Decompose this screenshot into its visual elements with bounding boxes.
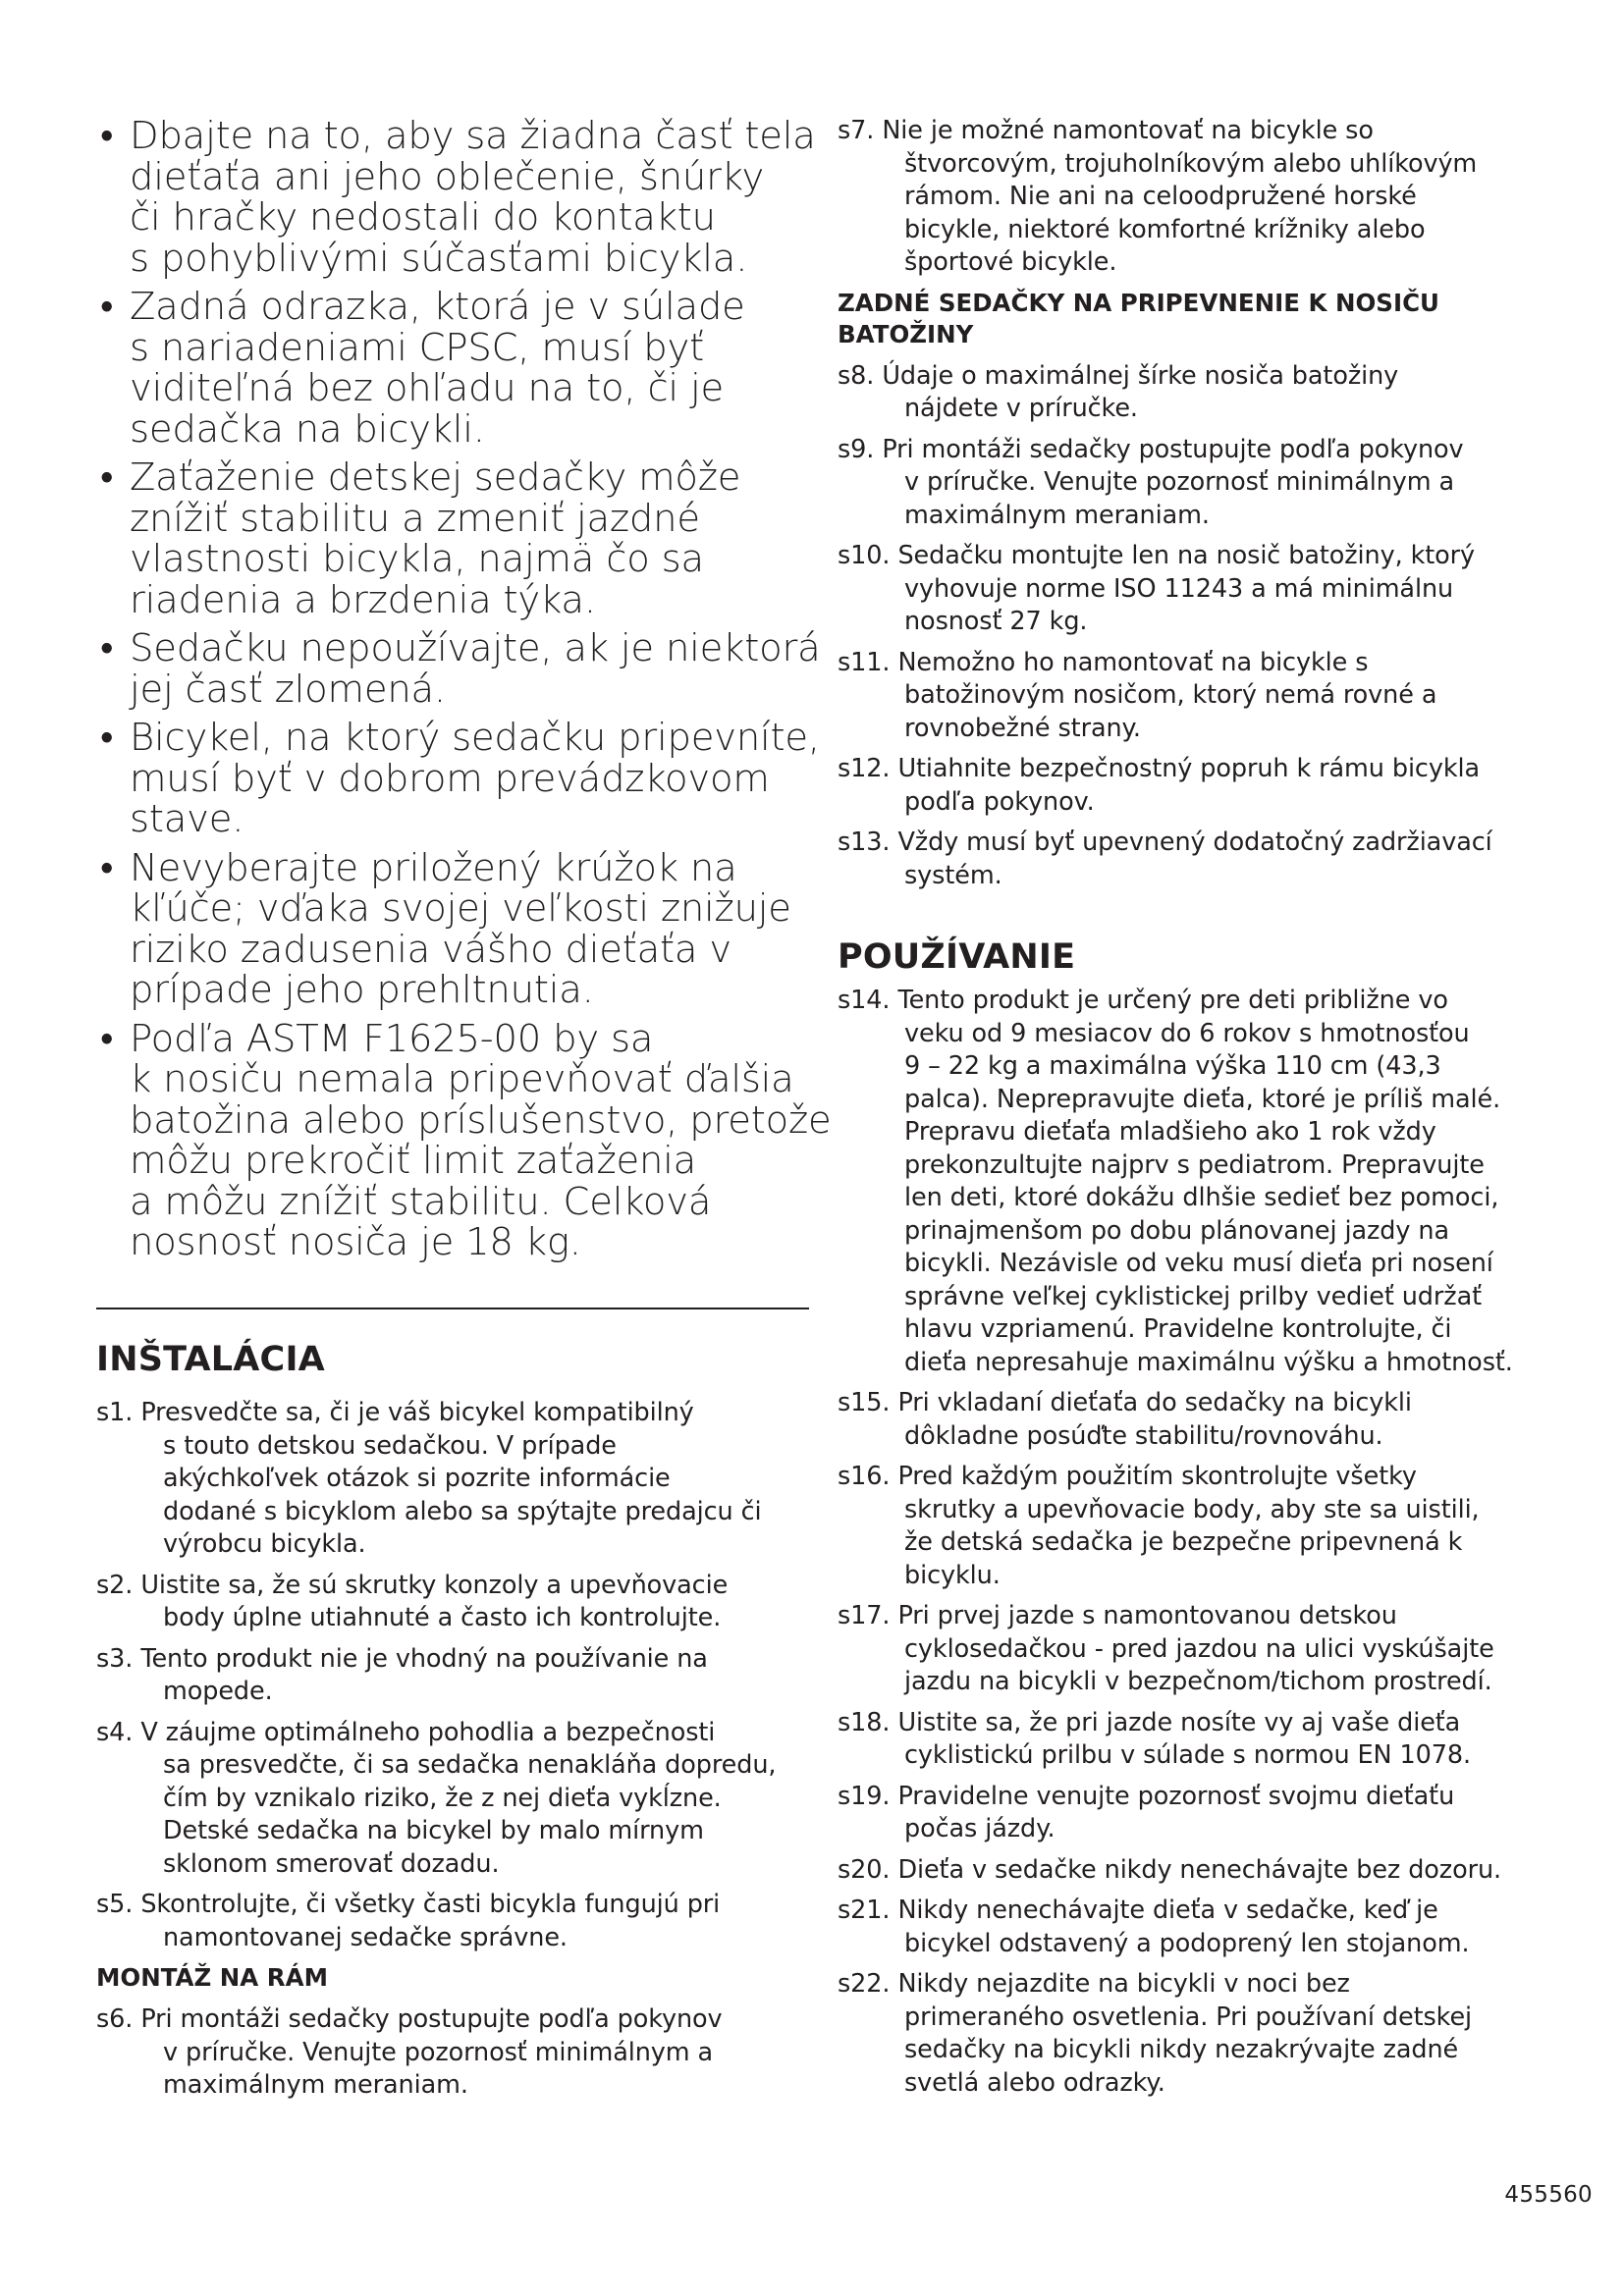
bullet-item: • Zadná odrazka, ktorá je v súlade s nariadeniami CPSC, musí byť viditeľná bez ohľadu na to, či je sedačka na bicykli.: [100, 285, 745, 452]
instruction-item-s22: s22. Nikdy nejazdite na bicykli v noci bez primeraného osvetlenia. Pri používaní detskej sedačky na bicykli nikdy nezakrývajte zadné svetlá alebo odrazky.: [838, 1969, 1473, 2098]
instruction-item-s9: s9. Pri montáži sedačky postupujte podľa pokynov v príručke. Venujte pozornosť minimálnym a maximálnym meraniam.: [838, 434, 1464, 530]
instruction-item-s10: s10. Sedačku montujte len na nosič batožiny, ktorý vyhovuje norme ISO 11243 a má minimálnu nosnosť 27 kg.: [838, 541, 1476, 636]
bullet-dot-icon: •: [100, 626, 114, 670]
pouzivanie-section: [838, 937, 1544, 2108]
instruction-item-s14: s14. Tento produkt je určený pre deti približne vo veku od 9 mesiacov do 6 rokov s hmotnosťou 9 – 22 kg a maximálna výška 110 cm (43,3 palca). Neprepravujte dieťa, ktoré je príliš malé. Prepravu dieťaťa mladšieho ako 1 rok vždy prekonzultujte najprv s pediatrom. Prepravujte len deti, ktoré dokážu dlhšie sedieť bez pomoci, prinajmenšom po dobu plánovanej jazdy na bicykli. Nezávisle od veku musí dieťa pri nosení správne veľkej cyklistickej prilby vedieť udržať hlavu vzpriamenú. Pravidelne kontrolujte, či dieťa nepresahuje maximálnu výšku a hmotnosť.: [838, 986, 1513, 1377]
bullet-item: • Dbajte na to, aby sa žiadna časť tela dieťaťa ani jeho oblečenie, šnúrky či hračky nedostali do kontaktu s pohyblivými súčasťami bicykla.: [100, 114, 816, 281]
instruction-item-s7: s7. Nie je možné namontovať na bicykle so štvorcovým, trojuholníkovým alebo uhlíkovým rámom. Nie ani na celoodpružené horské bicykle, niektoré komfortné krížniky alebo športové bicykle.: [838, 116, 1478, 277]
bullet-item: • Bicykel, na ktorý sedačku pripevníte, musí byť v dobrom prevádzkovom stave.: [100, 716, 820, 841]
bullet-dot-icon: •: [100, 1016, 114, 1061]
instruction-item-s6: s6. Pri montáži sedačky postupujte podľa pokynov v príručke. Venujte pozornosť minimálnym a maximálnym meraniam.: [96, 2004, 723, 2100]
instruction-item-s16: s16. Pred každým použitím skontrolujte všetky skrutky a upevňovacie body, aby ste sa uistili, že detská sedačka je bezpečne pripevnená k bicyklu.: [838, 1462, 1480, 1590]
instruction-item-s17: s17. Pri prvej jazde s namontovanou detskou cyklosedačkou - pred jazdou na ulici vyskúšajte jazdu na bicykli v bezpečnom/tichom prostredí.: [838, 1601, 1494, 1696]
rack-section: [838, 115, 1544, 900]
bullet-item: • Sedačku nepoužívajte, ak je niektorá jej časť zlomená.: [100, 626, 821, 712]
bullet-dot-icon: •: [100, 845, 114, 890]
instruction-item-s8: s8. Údaje o maximálnej šírke nosiča batožiny nájdete v príručke.: [838, 360, 1399, 423]
instruction-item-s21: s21. Nikdy nenechávajte dieťa v sedačke, keď je bicykel odstavený a podoprený len stojanom.: [838, 1896, 1470, 1958]
instruction-item-s13: s13. Vždy musí byť upevnený dodatočný zadržiavací systém.: [838, 828, 1492, 890]
instruction-item-s18: s18. Uistite sa, že pri jazde nosíte vy aj vaše dieťa cyklistickú prilbu v súlade s normou EN 1078.: [838, 1707, 1472, 1770]
section-divider: [96, 1308, 809, 1309]
bullet-dot-icon: •: [100, 455, 114, 500]
instruction-item-s1: s1. Presvedčte sa, či je váš bicykel kompatibilný s touto detskou sedačkou. V prípade akýchkoľvek otázok si pozrite informácie dodané s bicyklom alebo sa spýtajte predajcu či výrobcu bicykla.: [96, 1398, 762, 1559]
instruction-item-s15: s15. Pri vkladaní dieťaťa do sedačky na bicykli dôkladne posúďte stabilitu/rovnováhu.: [838, 1388, 1412, 1451]
instruction-item-s19: s19. Pravidelne venujte pozornosť svojmu dieťaťu počas jázdy.: [838, 1781, 1455, 1843]
instruction-item-s4: s4. V záujme optimálneho pohodlia a bezpečnosti sa presvedčte, či sa sedačka nenakláňa dopredu, čím by vznikalo riziko, že z nej dieťa vykĺzne. Detské sedačka na bicykel by malo mírnym sklonom smerovať dozadu.: [96, 1717, 777, 1879]
rack-seats-heading: ZADNÉ SEDAČKY NA PRIPEVNENIE K NOSIČU BATOŽINY: [838, 288, 1439, 348]
instruction-item-s20: s20. Dieťa v sedačke nikdy nenechávajte bez dozoru.: [838, 1854, 1502, 1885]
instruction-item-s5: s5. Skontrolujte, či všetky časti bicykla fungujú pri namontovanej sedačke správne.: [96, 1890, 721, 1952]
pouzivanie-heading: POUŽÍVANIE: [838, 937, 1076, 977]
instruction-item-s3: s3. Tento produkt nie je vhodný na používanie na mopede.: [96, 1643, 708, 1706]
bullet-dot-icon: •: [100, 114, 114, 158]
page-number: 455560: [1504, 2182, 1593, 2208]
instalacia-section: [96, 1340, 813, 2110]
instruction-item-s12: s12. Utiahnite bezpečnostný popruh k rámu bicykla podľa pokynov.: [838, 754, 1481, 817]
instalacia-heading: INŠTALÁCIA: [96, 1340, 325, 1379]
bullet-item: • Nevyberajte priložený krúžok na kľúče; vďaka svojej veľkosti znižuje riziko zadusenia vášho dieťaťa v prípade jeho prehltnutia.: [100, 845, 791, 1012]
instruction-item-s2: s2. Uistite sa, že sú skrutky konzoly a upevňovacie body úplne utiahnuté a často ich kontrolujte.: [96, 1570, 729, 1632]
safety-bullet-list: [96, 114, 832, 1271]
bullet-dot-icon: •: [100, 285, 114, 329]
bullet-item: • Zaťaženie detskej sedačky môže znížiť stabilitu a zmeniť jazdné vlastnosti bicykla, najmä čo sa riadenia a brzdenia týka.: [100, 455, 741, 622]
instruction-item-s11: s11. Nemožno ho namontovať na bicykle s batožinovým nosičom, ktorý nemá rovné a rovnobežné strany.: [838, 647, 1437, 743]
montaz-na-ram-heading: MONTÁŽ NA RÁM: [96, 1963, 328, 1992]
bullet-item: • Podľa ASTM F1625-00 by sa k nosiču nemala pripevňovať ďalšia batožina alebo príslušenstvo, pretože môžu prekročiť limit zaťaženia a môžu znížiť stabilitu. Celková nosnosť nosiča je 18 kg.: [100, 1016, 832, 1264]
bullet-dot-icon: •: [100, 716, 114, 760]
